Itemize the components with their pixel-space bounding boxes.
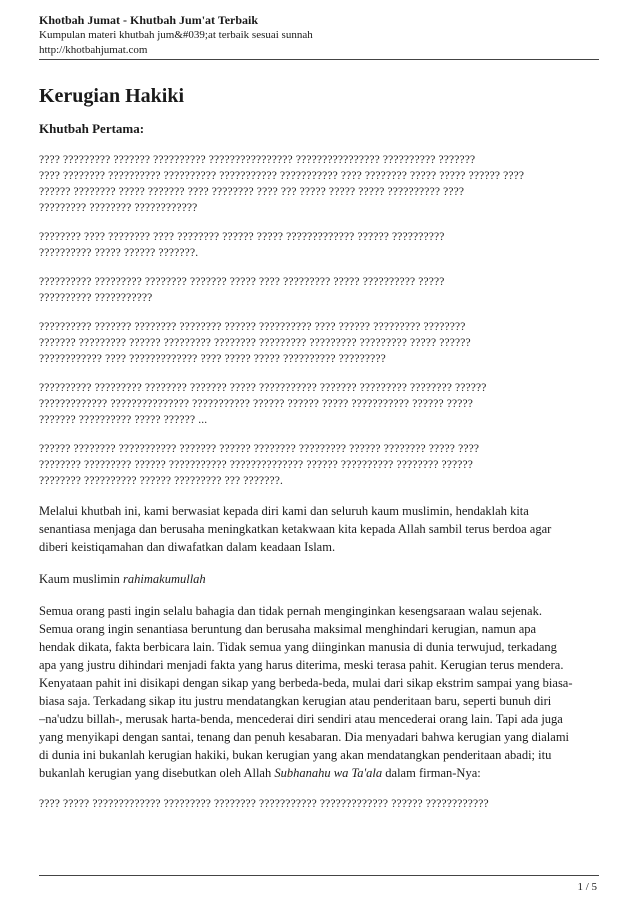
arabic-line: ????????? ???????? ???????????? — [39, 202, 198, 214]
page-header — [39, 13, 599, 58]
arabic-line: ?????????? ????????? ???????? ??????? ????? ???? ????????? ????? ?????????? ????? — [39, 276, 445, 288]
greeting-line — [39, 570, 599, 588]
paragraph-section — [39, 502, 599, 556]
arabic-line: ?????????? ????? ?????? ???????. — [39, 247, 199, 259]
greeting-italic: rahimakumullah — [123, 572, 206, 586]
arabic-block — [39, 319, 599, 367]
khutbah-subheading: Khutbah Pertama: — [39, 121, 145, 136]
long-paragraph-line: di dunia ini bukanlah kerugian hakiki, bukan kerugian yang akan mendatangkan penderitaan abadi; itu — [39, 748, 552, 762]
page-number: 1 / 5 — [577, 881, 597, 893]
arabic-line: ???????? ????????? ?????? ??????????? ?????????????? ?????? ?????????? ???????? ?????? — [39, 459, 474, 471]
arabic-line: ????????????? ??????????????? ??????????? ?????? ?????? ????? ??????????? ?????? ????? — [39, 398, 474, 410]
arabic-block — [39, 229, 599, 261]
arabic-line: ?????? ???????? ????? ??????? ???? ???????? ???? ??? ????? ????? ????? ?????????? ???? — [39, 186, 465, 198]
article-title: Kerugian Hakiki — [39, 85, 185, 107]
site-description: Kumpulan materi khutbah jum&#039;at terbaik sesuai sunnah — [39, 29, 313, 41]
long-paragraph-line: Kenyataan pahit ini disikapi dengan sikap yang berbeda-beda, mulai dari sikap ekstrim sampai yang biasa- — [39, 676, 573, 690]
long-paragraph-line: yang menyikapi dengan santai, tenang dan penuh kesabaran. Dia menyadari bahwa kerugian yang dialami — [39, 730, 570, 744]
long-paragraph-lines — [39, 602, 599, 764]
last-line-italic: Subhanahu wa Ta'ala — [274, 766, 383, 780]
paragraph-line: diberi keistiqamahan dan diwafatkan dalam keadaan Islam. — [39, 540, 336, 554]
final-arabic-line: ???? ????? ????????????? ????????? ???????? ??????????? ????????????? ?????? ???????????? — [39, 798, 489, 810]
last-line-suffix: dalam firman-Nya: — [382, 766, 481, 780]
arabic-block — [39, 152, 599, 216]
document-page — [39, 0, 599, 903]
arabic-line: ?????? ???????? ??????????? ??????? ?????? ???????? ????????? ?????? ???????? ????? ???? — [39, 443, 480, 455]
arabic-line: ???????????? ???? ????????????? ???? ????? ????? ?????????? ????????? — [39, 353, 386, 365]
arabic-line: ??????? ?????????? ????? ?????? ... — [39, 414, 208, 426]
paragraph-line: Melalui khutbah ini, kami berwasiat kepada diri kami dan seluruh kaum muslimin, hendaklah kita — [39, 504, 529, 518]
long-paragraph-line: Semua orang pasti ingin selalu bahagia dan tidak pernah menginginkan kesengsaraan walau sejenak. — [39, 604, 542, 618]
arabic-block — [39, 274, 599, 306]
site-title: Khotbah Jumat - Khutbah Jum'at Terbaik — [39, 13, 259, 27]
last-line-prefix: bukanlah kerugian yang disebutkan oleh Allah — [39, 766, 275, 780]
arabic-line: ?????????? ??????????? — [39, 292, 153, 304]
long-paragraph-line: hendak dikata, fakta berbicara lain. Tidak semua yang diinginkan manusia di dunia terwujud, terkadang — [39, 640, 557, 654]
arabic-line: ???????? ?????????? ?????? ????????? ??? ???????. — [39, 475, 284, 487]
greeting-prefix: Kaum muslimin — [39, 572, 124, 586]
arabic-line: ???? ????????? ??????? ?????????? ???????????????? ???????????????? ?????????? ??????? — [39, 154, 476, 166]
long-paragraph-line: –na'udzu billah-, merusak harta-benda, mencederai diri sendiri atau mencederai orang lain. Tapi ada juga — [39, 712, 563, 726]
paragraph-line: senantiasa menjaga dan berusaha meningkatkan ketakwaan kita kepada Allah sambil terus berdoa agar — [39, 522, 552, 536]
long-paragraph-line: biasa saja. Terkadang sikap itu justru mendatangkan kerugian atau penderitaan baru, seperti bunuh diri — [39, 694, 552, 708]
arabic-block — [39, 441, 599, 489]
long-paragraph-line: Semua orang ingin senantiasa beruntung dan berusaha maksimal menghindari kerugian, namun apa — [39, 622, 537, 636]
article-content — [39, 84, 599, 825]
final-arabic-block — [39, 796, 599, 812]
site-url: http://khotbahjumat.com — [39, 44, 148, 56]
arabic-block — [39, 380, 599, 428]
paragraph — [39, 502, 599, 556]
long-paragraph-line: apa yang justru dihindari menjadi fakta yang harus diterima, meski terasa pahit. Kerugian terus mendera. — [39, 658, 564, 672]
header-divider — [39, 59, 599, 60]
footer-divider — [39, 875, 599, 876]
arabic-text-section — [39, 152, 599, 489]
arabic-line: ?????????? ??????? ???????? ???????? ?????? ?????????? ???? ?????? ????????? ???????? — [39, 321, 466, 333]
arabic-line: ???????? ???? ???????? ???? ???????? ?????? ????? ????????????? ?????? ?????????? — [39, 231, 445, 243]
arabic-line: ???? ???????? ?????????? ?????????? ??????????? ??????????? ???? ???????? ????? ????? ?????? ???? — [39, 170, 525, 182]
long-paragraph-last-line — [39, 764, 599, 782]
arabic-line: ?????????? ????????? ???????? ??????? ????? ??????????? ??????? ????????? ???????? ?????? — [39, 382, 487, 394]
long-paragraph — [39, 602, 599, 782]
arabic-line: ??????? ????????? ?????? ????????? ???????? ????????? ????????? ????????? ????? ?????? — [39, 337, 471, 349]
